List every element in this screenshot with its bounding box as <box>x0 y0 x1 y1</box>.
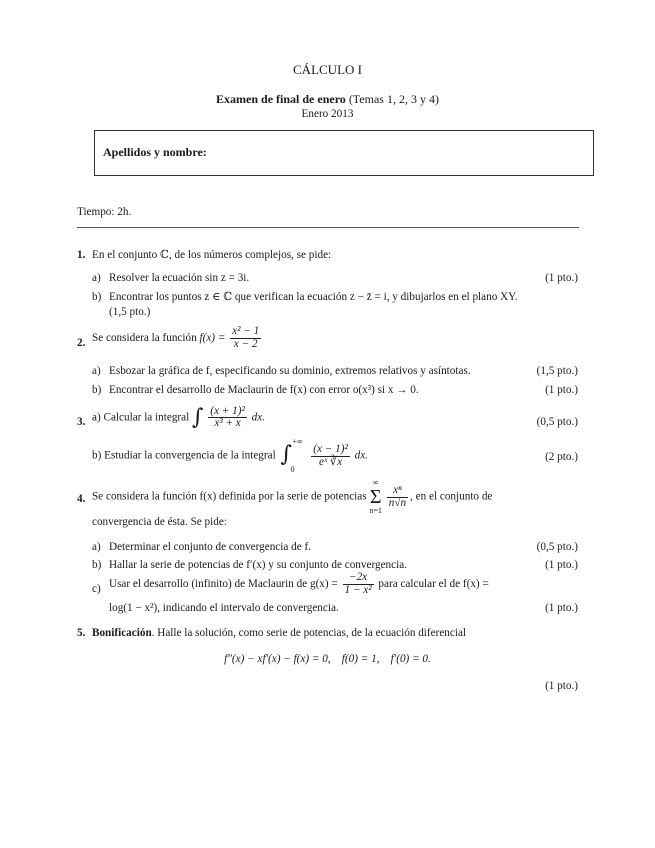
problem-1a-text: Resolver la ecuación sin z = 3i. <box>109 272 250 284</box>
name-box[interactable] <box>94 130 594 176</box>
problem-1b-points: (1,5 pto.) <box>109 306 151 318</box>
problem-3a-text: Calcular la integral <box>103 411 190 424</box>
problem-2b-text: Encontrar el desarrollo de Maclaurin de f(x) con error o(x³) si x → 0. <box>109 384 419 396</box>
series-numerator: xⁿ <box>393 483 402 496</box>
divider <box>77 227 579 228</box>
problem-3-number: 3. <box>77 416 86 428</box>
problem-3b-fraction <box>311 444 350 469</box>
problem-2-intro-text: Se considera la función <box>92 331 197 344</box>
problem-3b-text: Estudiar la convergencia de la integral <box>104 449 276 462</box>
problem-4-number: 4. <box>77 493 86 505</box>
exam-heading <box>0 92 655 107</box>
sum-upper: ∞ <box>372 478 379 487</box>
integral-upper-limit: +∞ <box>292 437 303 446</box>
problem-2-intro <box>92 326 263 351</box>
problem-1a-label: a) <box>92 272 101 284</box>
problem-4b-text: Hallar la serie de potencias de f′(x) y su conjunto de convergencia. <box>109 559 407 571</box>
problem-5-title: Bonificación <box>92 627 152 639</box>
problem-3a-points: (0,5 pto.) <box>536 416 578 428</box>
problem-3a-numerator: (x + 1)² <box>210 404 245 417</box>
problem-5-points: (1 pto.) <box>545 680 578 692</box>
problem-2b-points: (1 pto.) <box>545 384 578 396</box>
problem-2-func-lhs: f(x) = <box>199 331 226 344</box>
sigma-icon: Σ <box>369 486 382 508</box>
problem-1-number: 1. <box>77 249 86 261</box>
problem-4a-text: Determinar el conjunto de convergencia de f. <box>109 541 312 553</box>
problem-4c-text-c: log(1 − x²), indicando el intervalo de convergencia. <box>109 602 339 614</box>
integral-lower-limit: 0 <box>290 465 295 474</box>
problem-1a-points: (1 pto.) <box>545 272 578 284</box>
g-denominator: 1 − x² <box>344 583 372 596</box>
problem-3b-line <box>92 437 368 474</box>
problem-3a-label: a) <box>92 411 101 424</box>
problem-3b-label: b) <box>92 449 102 462</box>
problem-2a-points: (1,5 pto.) <box>536 365 578 377</box>
problem-1-intro: En el conjunto ℂ, de los números complejos, se pide: <box>92 249 332 261</box>
problem-1b-text: Encontrar los puntos z ∈ ℂ que verifican la ecuación z − z̄ = i, y dibujarlos en el plano XY. <box>109 291 518 303</box>
problem-2-numerator: x² − 1 <box>232 325 260 337</box>
problem-1b-label: b) <box>92 291 102 303</box>
problem-4c-line1 <box>109 572 489 597</box>
improper-integral <box>279 437 307 474</box>
problem-2a-text: Esbozar la gráfica de f, especificando su dominio, extremos relativos y asíntotas. <box>109 365 471 377</box>
problem-2-number: 2. <box>77 337 86 349</box>
exam-title: Examen de final de enero <box>216 92 346 106</box>
g-numerator: −2x <box>349 571 368 583</box>
problem-3b-denominator: eˣ ∛x <box>311 456 350 469</box>
problem-3a-fraction <box>208 406 247 431</box>
problem-2-denominator: x − 2 <box>230 338 261 351</box>
problem-4-intro-b: , en el conjunto de <box>410 490 493 503</box>
problem-4c-text-b: para calcular el de f(x) = <box>378 577 489 590</box>
sum-symbol <box>369 479 382 515</box>
problem-4b-label: b) <box>92 559 102 571</box>
name-box-label: Apellidos y nombre: <box>103 145 207 159</box>
sum-lower: n=1 <box>369 506 382 515</box>
problem-2a-label: a) <box>92 365 101 377</box>
integral-icon: ∫ <box>192 405 204 430</box>
problem-4c-text-a: Usar el desarrollo (infinito) de Maclaurin de g(x) = <box>109 577 338 590</box>
problem-4b-points: (1 pto.) <box>545 559 578 571</box>
problem-5-intro-text: . Halle la solución, como serie de potencias, de la ecuación diferencial <box>151 627 467 639</box>
time-limit: Tiempo: 2h. <box>77 206 132 218</box>
problem-3b-points: (2 pto.) <box>545 451 578 463</box>
integral-icon-2: ∫ <box>280 442 292 467</box>
problem-5-number: 5. <box>77 627 86 639</box>
g-fraction <box>343 572 374 597</box>
course-title: CÁLCULO I <box>293 62 362 77</box>
problem-2-fraction <box>230 326 261 351</box>
problem-5-intro <box>92 626 466 640</box>
problem-3b-dx: dx. <box>354 449 368 462</box>
series-term <box>387 485 408 510</box>
problem-4-intro <box>92 479 582 515</box>
problem-3a-denominator: x³ + x <box>208 417 247 430</box>
problem-4c-points: (1 pto.) <box>545 602 578 614</box>
problem-3a-dx: dx. <box>251 411 265 424</box>
problem-4-intro-c: convergencia de ésta. Se pide: <box>92 516 227 528</box>
exam-topics: (Temas 1, 2, 3 y 4) <box>348 92 439 106</box>
series-denominator: n√n <box>388 496 407 509</box>
problem-4a-label: a) <box>92 541 101 553</box>
problem-3b-numerator: (x − 1)² <box>313 442 348 455</box>
differential-equation: f″(x) − xf′(x) − f(x) = 0, f(0) = 1, f′(0) = 0. <box>224 653 431 665</box>
problem-2b-label: b) <box>92 384 102 396</box>
problem-4c-label: c) <box>92 583 101 595</box>
problem-3a-line <box>92 404 265 432</box>
problem-4a-points: (0,5 pto.) <box>536 541 578 553</box>
problem-4-intro-a: Se considera la función f(x) definida por la serie de potencias <box>92 490 367 503</box>
exam-date: Enero 2013 <box>301 108 354 120</box>
